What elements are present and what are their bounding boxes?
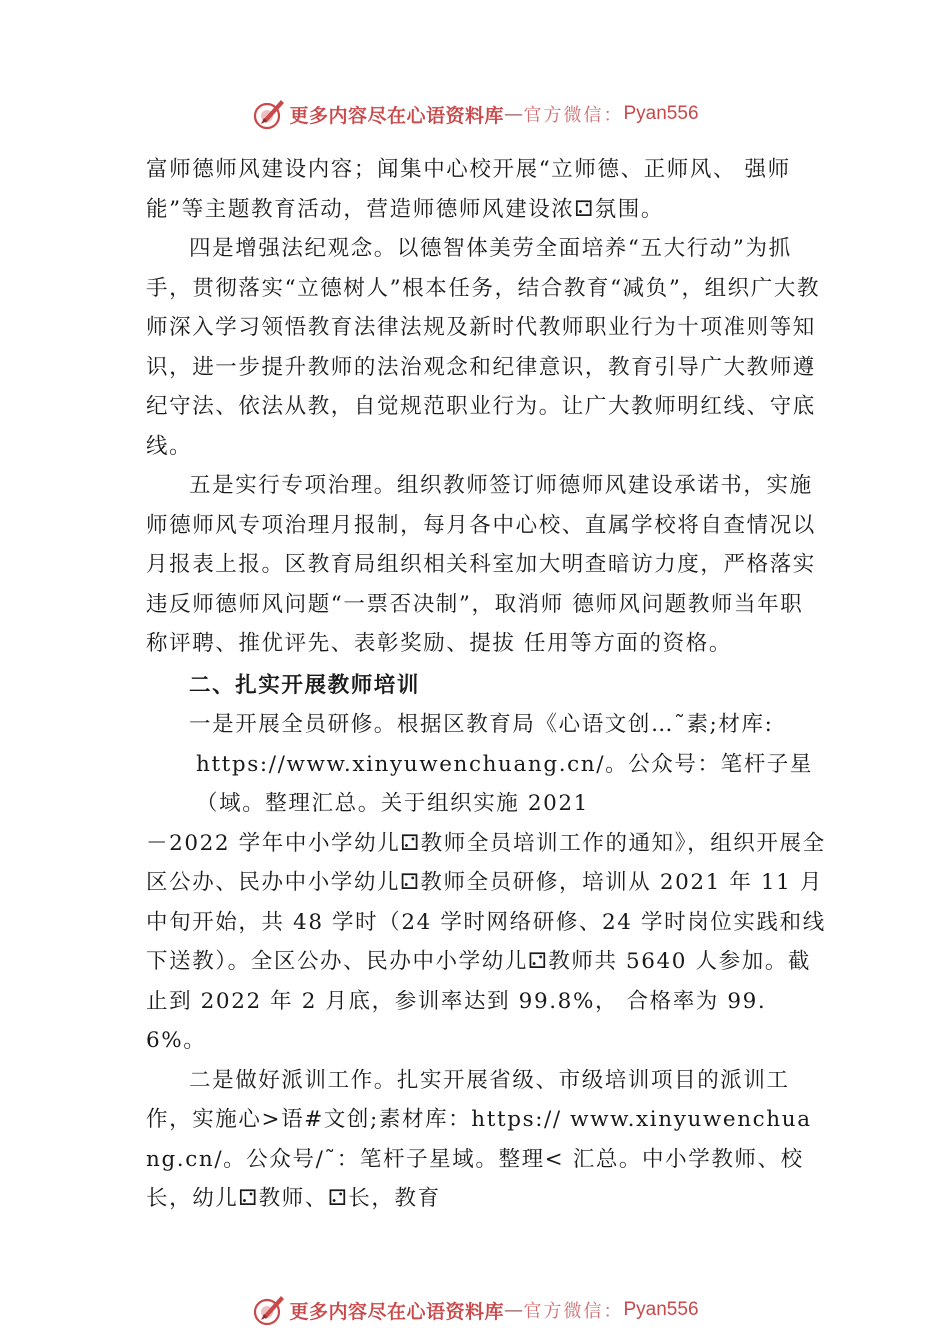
paragraph-line: https://www.xinyuwenchuang.cn/。公众号：笔杆子星 xyxy=(196,751,813,777)
watermark-title: 更多内容尽在心语资料库 xyxy=(289,104,504,127)
section-heading: 二、扎实开展教师培训 xyxy=(189,672,421,698)
paragraph: 二是做好派训工作。扎实开展省级、市级培训项目的派训工作，实施心>语#文创;素材库：https:// www.xinyuwenchuang.cn/。公众号/˜：笔杆子星域。整理< 汇总。中小学教师、校长，幼儿⚁教师、⚁长，教育 xyxy=(146,1067,812,1211)
paragraph-line: （域。整理汇总。关于组织实施 2021 xyxy=(196,791,589,816)
paragraph: －2022 学年中小学幼儿⚁教师全员培训工作的通知》，组织开展全区公办、民办中小学幼儿⚁教师全员研修，培训从 2021 年 11 月中旬开始，共 48 学时（24 学时网络研修、24 学时岗位实践和线下送教）。全区公办、民办中小学幼儿⚁教师共 5640 人参加。截止到 2022 年 2 月底，参训率达到 99.8%， 合格率为 99.6%。 xyxy=(146,830,826,1053)
watermark-subtitle: 官方微信： xyxy=(523,105,624,126)
watermark-title: 更多内容尽在心语资料库 xyxy=(289,1300,504,1323)
paragraph: 四是增强法纪观念。以德智体美劳全面培养“五大行动”为抓手，贯彻落实“立德树人”根本任务，结合教育“减负”，组织广大教师深入学习领悟教育法律法规及新时代教师职业行为十项准则等知识，进一步提升教师的法治观念和纪律意识，教育引导广大教师遵纪守法、依法从教，自觉规范职业行为。让广大教师明红线、守底线。 xyxy=(146,236,821,459)
watermark-subtitle: 官方微信： xyxy=(523,1301,624,1322)
watermark-wechat-id: Pyan556 xyxy=(623,103,699,124)
watermark-dash: — xyxy=(504,103,524,125)
watermark-wechat-id: Pyan556 xyxy=(623,1299,699,1320)
watermark-header xyxy=(0,94,950,134)
paragraph: 五是实行专项治理。组织教师签订师德师风建设承诺书，实施师德师风专项治理月报制，每月各中心校、直属学校将自查情况以月报表上报。区教育局组织相关科室加大明查暗访力度，严格落实违反师德师风问题“一票否决制”，取消师 德师风问题教师当年职称评聘、推优评先、表彰奖励、提拔 任用等方面的资格。 xyxy=(146,473,816,656)
quill-seal-icon xyxy=(251,96,287,132)
paragraph: 富师德师风建设内容；闻集中心校开展“立师德、正师风、 强师能”等主题教育活动，营造师德师风建设浓⚁氛围。 xyxy=(146,157,791,222)
watermark-footer xyxy=(0,1290,950,1330)
quill-seal-icon xyxy=(251,1292,287,1328)
paragraph: 一是开展全员研修。根据区教育局《心语文创…˜素;材库: xyxy=(189,712,774,737)
document-body xyxy=(146,150,826,1219)
watermark-dash: — xyxy=(504,1299,524,1321)
